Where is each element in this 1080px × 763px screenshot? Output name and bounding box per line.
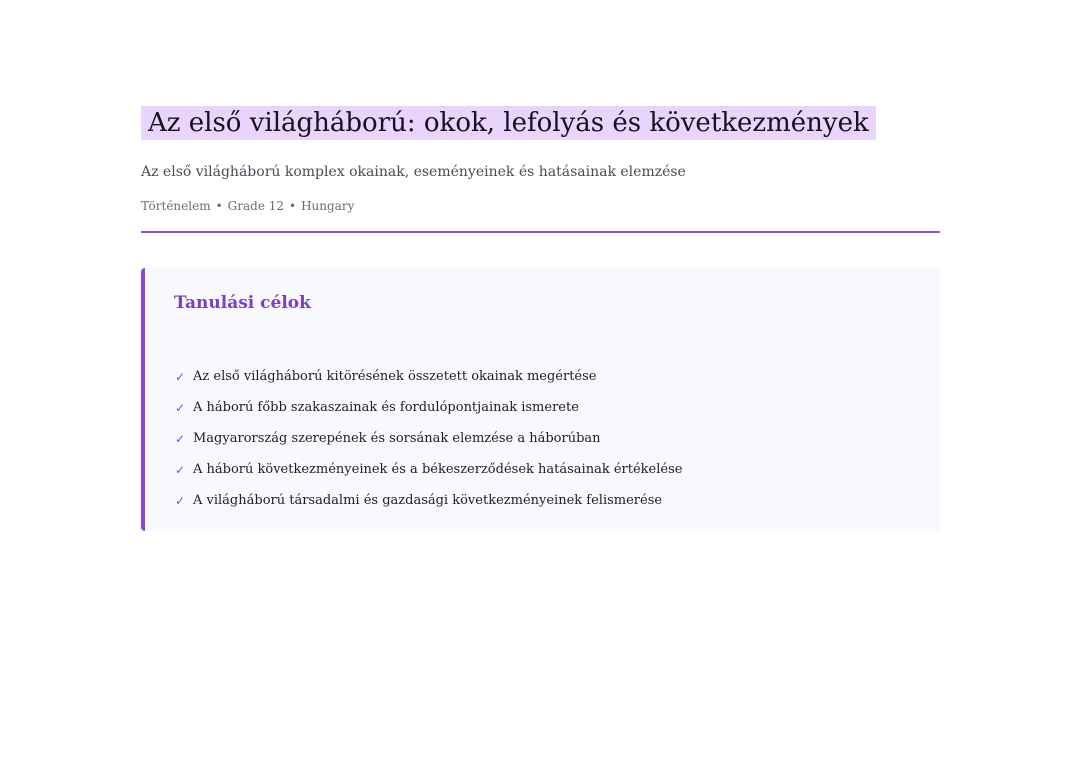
- meta-separator: •: [215, 199, 223, 213]
- check-icon: ✓: [175, 369, 186, 384]
- lesson-meta: [141, 198, 940, 214]
- learning-goals-list: [175, 361, 682, 516]
- header-divider: [141, 231, 940, 233]
- meta-separator: •: [289, 199, 297, 213]
- list-item: [175, 485, 682, 516]
- list-item: [175, 423, 682, 454]
- meta-grade: Grade 12: [227, 199, 284, 213]
- page-title: Az első világháború: okok, lefolyás és következmények: [141, 106, 876, 140]
- meta-subject: Történelem: [141, 199, 211, 213]
- check-icon: ✓: [175, 431, 186, 446]
- lesson-page: [141, 106, 940, 508]
- goal-text: A háború következményeinek és a békeszerződések hatásainak értékelése: [193, 462, 683, 477]
- goal-text: Magyarország szerepének és sorsának elemzése a háborúban: [193, 431, 601, 446]
- check-icon: ✓: [175, 493, 186, 508]
- page-subtitle: Az első világháború komplex okainak, eseményeinek és hatásainak elemzése: [141, 164, 686, 180]
- meta-country: Hungary: [301, 199, 355, 213]
- goal-text: Az első világháború kitörésének összetett okainak megértése: [193, 369, 597, 384]
- learning-goals-panel: [141, 268, 940, 531]
- list-item: [175, 392, 682, 423]
- learning-goals-title: Tanulási célok: [174, 293, 311, 313]
- goal-text: A háború főbb szakaszainak és fordulópontjainak ismerete: [193, 400, 579, 415]
- check-icon: ✓: [175, 400, 186, 415]
- list-item: [175, 454, 682, 485]
- goal-text: A világháború társadalmi és gazdasági következményeinek felismerése: [193, 493, 663, 508]
- list-item: [175, 361, 682, 392]
- check-icon: ✓: [175, 462, 186, 477]
